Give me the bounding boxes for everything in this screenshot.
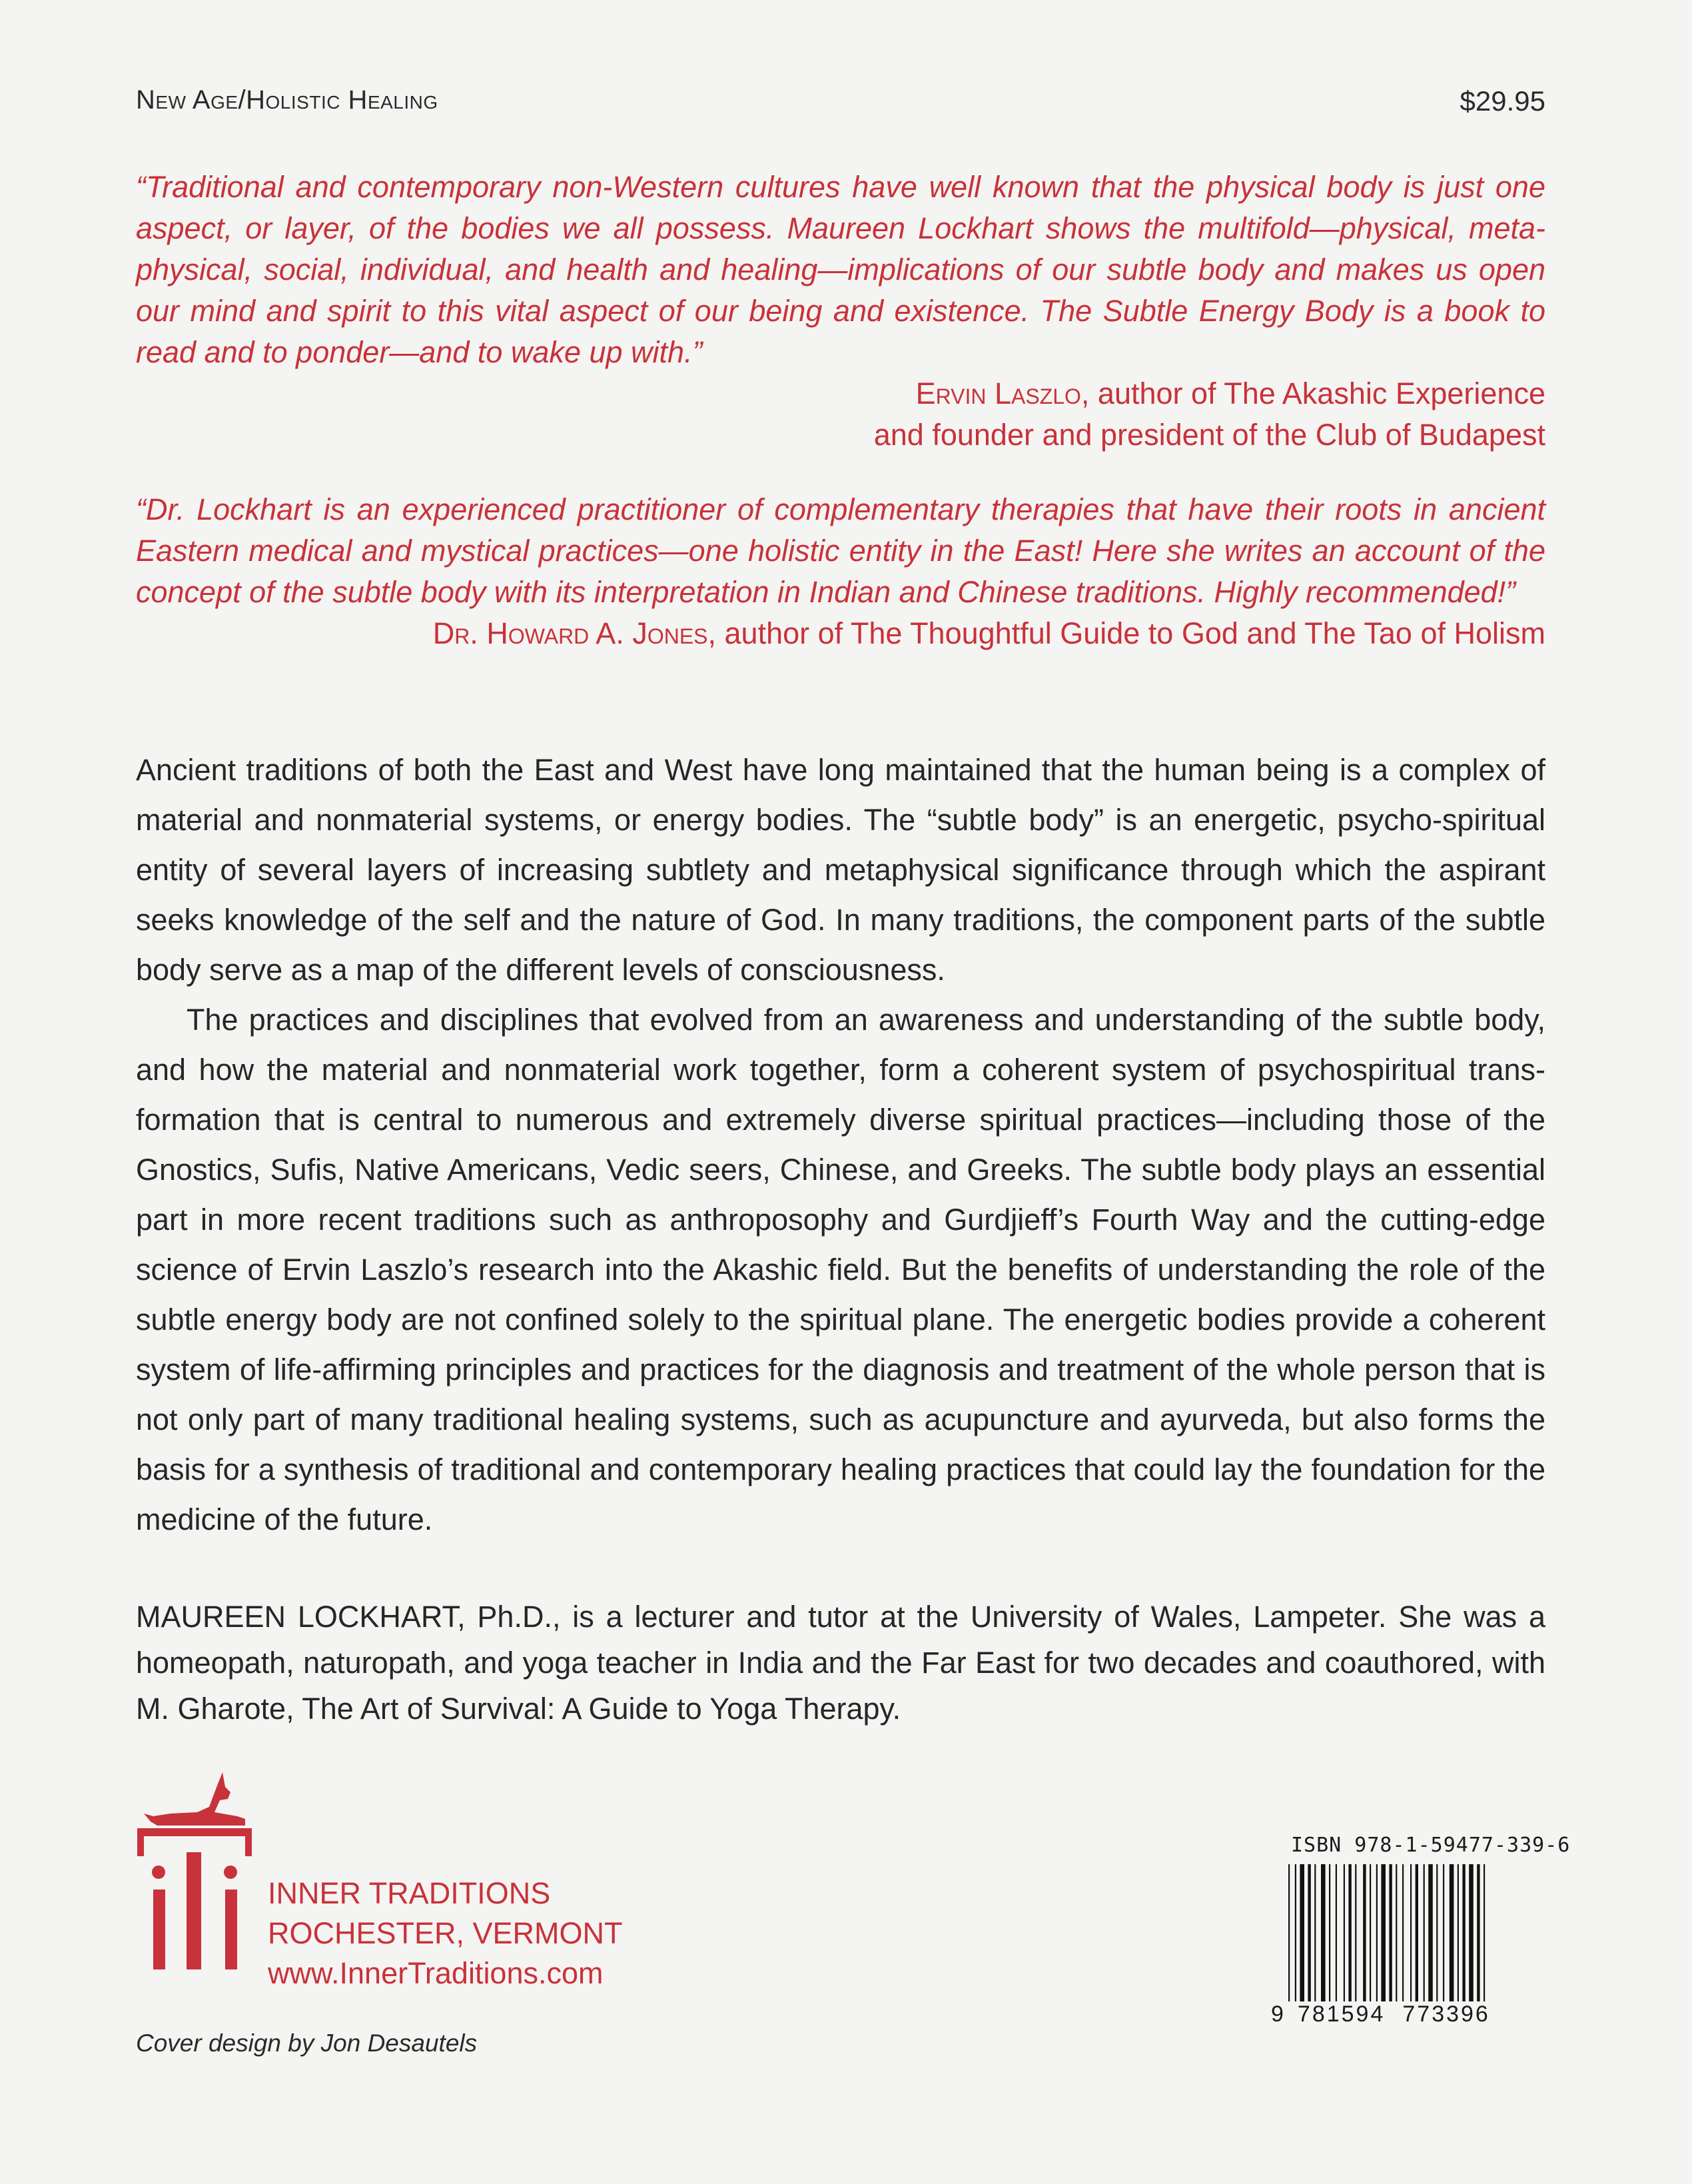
barcode-bar (1483, 1864, 1485, 2016)
barcode-bar (1308, 1864, 1310, 2016)
barcode-bar (1436, 1864, 1438, 2016)
barcode-bar (1469, 1864, 1474, 2016)
quote-author: Ervin Laszlo (915, 376, 1081, 410)
barcode-bar (1462, 1864, 1465, 2016)
barcode-bar (1321, 1864, 1326, 2016)
barcode-bar (1329, 1864, 1330, 2016)
endorsement-quote-1 (136, 167, 1545, 456)
barcode-bar (1376, 1864, 1378, 2016)
quote-attribution (136, 613, 1545, 654)
quote-text: “Dr. Lockhart is an experienced practitioner of complementary therapies that have their roots in ancient Eastern medical and mystical practices—one holistic entity in the East! Here she writes an account of the concept of the subtle body with its interpretation in Indian and Chinese traditions. Highly recommended!” (136, 492, 1545, 609)
barcode-bar (1410, 1864, 1412, 2016)
barcode-bar (1416, 1864, 1418, 2016)
publisher-name: INNER TRADITIONS (268, 1876, 551, 1910)
barcode-bar (1402, 1864, 1404, 2016)
description-paragraph-2: The practices and disciplines that evolved from an awareness and understanding of the subtle body, and how the material and nonmaterial work together, form a coherent system of psychospiritual trans-formation that is central to numerous and extremely diverse spiritual practices—including those of the Gnostics, Sufis, Native Americans, Vedic seers, Chinese, and Greeks. The subtle body plays an essential part in more recent traditions such as anthroposophy and Gurdjieff’s Fourth Way and the cutting-edge science of Ervin Laszlo’s research into the Akashic field. But the benefits of understanding the role of the subtle energy body are not confined solely to the spiritual plane. The energetic bodies provide a coherent system of life-affirming principles and practices for the diagnosis and treatment of the whole person that is not only part of many traditional healing systems, such as acupuncture and ayurveda, but also forms the basis for a synthesis of traditional and contemporary healing practices that could lay the foundation for the medicine of the future. (136, 1003, 1545, 1536)
barcode-icon (1288, 1864, 1539, 2016)
publisher-location: ROCHESTER, VERMONT (268, 1916, 623, 1950)
barcode-bar (1458, 1864, 1459, 2016)
barcode-lead-digit: 9 (1271, 2001, 1286, 2027)
author-bio-text: MAUREEN LOCKHART, Ph.D., is a lecturer and tutor at the University of Wales, Lampeter. She was a homeopath, naturopath, and yoga teacher in India and the Far East for two decades and coauthored, with M. Gharote, The Art of Survival: A Guide to Yoga Therapy. (136, 1600, 1545, 1726)
quote-attribution-line-2: and founder and president of the Club of Budapest (873, 418, 1545, 452)
publisher-info (268, 1874, 623, 1993)
quote-author: Dr. Howard A. Jones (432, 616, 708, 650)
barcode-bar (1295, 1864, 1296, 2016)
author-bio (136, 1594, 1545, 1732)
barcode-bar (1477, 1864, 1480, 2016)
barcode-bar (1381, 1864, 1386, 2016)
barcode-bar (1370, 1864, 1371, 2016)
book-description (136, 745, 1545, 1544)
barcode-bar (1355, 1864, 1356, 2016)
barcode-bar (1389, 1864, 1392, 2016)
quote-text: “Traditional and contemporary non-Western cultures have well known that the physical body is just one aspect, or layer, of the bodies we all possess. Maureen Lockhart shows the multifold—physical, meta-physical, social, individual, and health and healing—implications of our subtle body and makes us open our mind and spirit to this vital aspect of our being and existence. The Subtle Energy Body is a book to read and to ponder—and to wake up with.” (136, 170, 1545, 369)
barcode-bar (1344, 1864, 1345, 2016)
cover-design-credit: Cover design by Jon Desautels (136, 2029, 478, 2057)
quote-attribution (136, 373, 1545, 414)
barcode-bar (1288, 1864, 1290, 2016)
barcode-bar (1424, 1864, 1425, 2016)
barcode-bar (1450, 1864, 1454, 2016)
barcode-bar (1348, 1864, 1351, 2016)
cover-header (136, 85, 1545, 117)
description-paragraph-1: Ancient traditions of both the East and West have long maintained that the human being is a complex of material and nonmaterial systems, or energy bodies. The “subtle body” is an energetic, psycho-spiritual entity of several layers of increasing subtlety and metaphysical significance through which the aspirant seeks knowledge of the self and the nature of God. In many traditions, the component parts of the subtle body serve as a map of the different levels of consciousness. (136, 753, 1545, 987)
barcode-bar (1314, 1864, 1316, 2016)
category-label: New Age/Holistic Healing (136, 85, 438, 115)
barcode-bar (1428, 1864, 1433, 2016)
quote-author-detail: , author of The Akashic Experience (1080, 376, 1545, 410)
quote-author-detail: , author of The Thoughtful Guide to God and The Tao of Holism (707, 616, 1545, 650)
endorsement-quote-2 (136, 489, 1545, 654)
barcode-group-1: 781594 (1297, 2001, 1386, 2027)
barcode-digits (1270, 2001, 1543, 2027)
price-label: $29.95 (1460, 85, 1545, 117)
barcode-bar (1396, 1864, 1397, 2016)
barcode-bar (1336, 1864, 1337, 2016)
barcode-bar (1363, 1864, 1366, 2016)
isbn-label: ISBN 978-1-59477-339-6 (1291, 1834, 1571, 1857)
publisher-logo-icon (131, 1772, 257, 1985)
barcode-bar (1443, 1864, 1444, 2016)
barcode-group-2: 773396 (1402, 2001, 1490, 2027)
barcode-bar (1300, 1864, 1304, 2016)
publisher-url: www.InnerTraditions.com (268, 1956, 604, 1990)
